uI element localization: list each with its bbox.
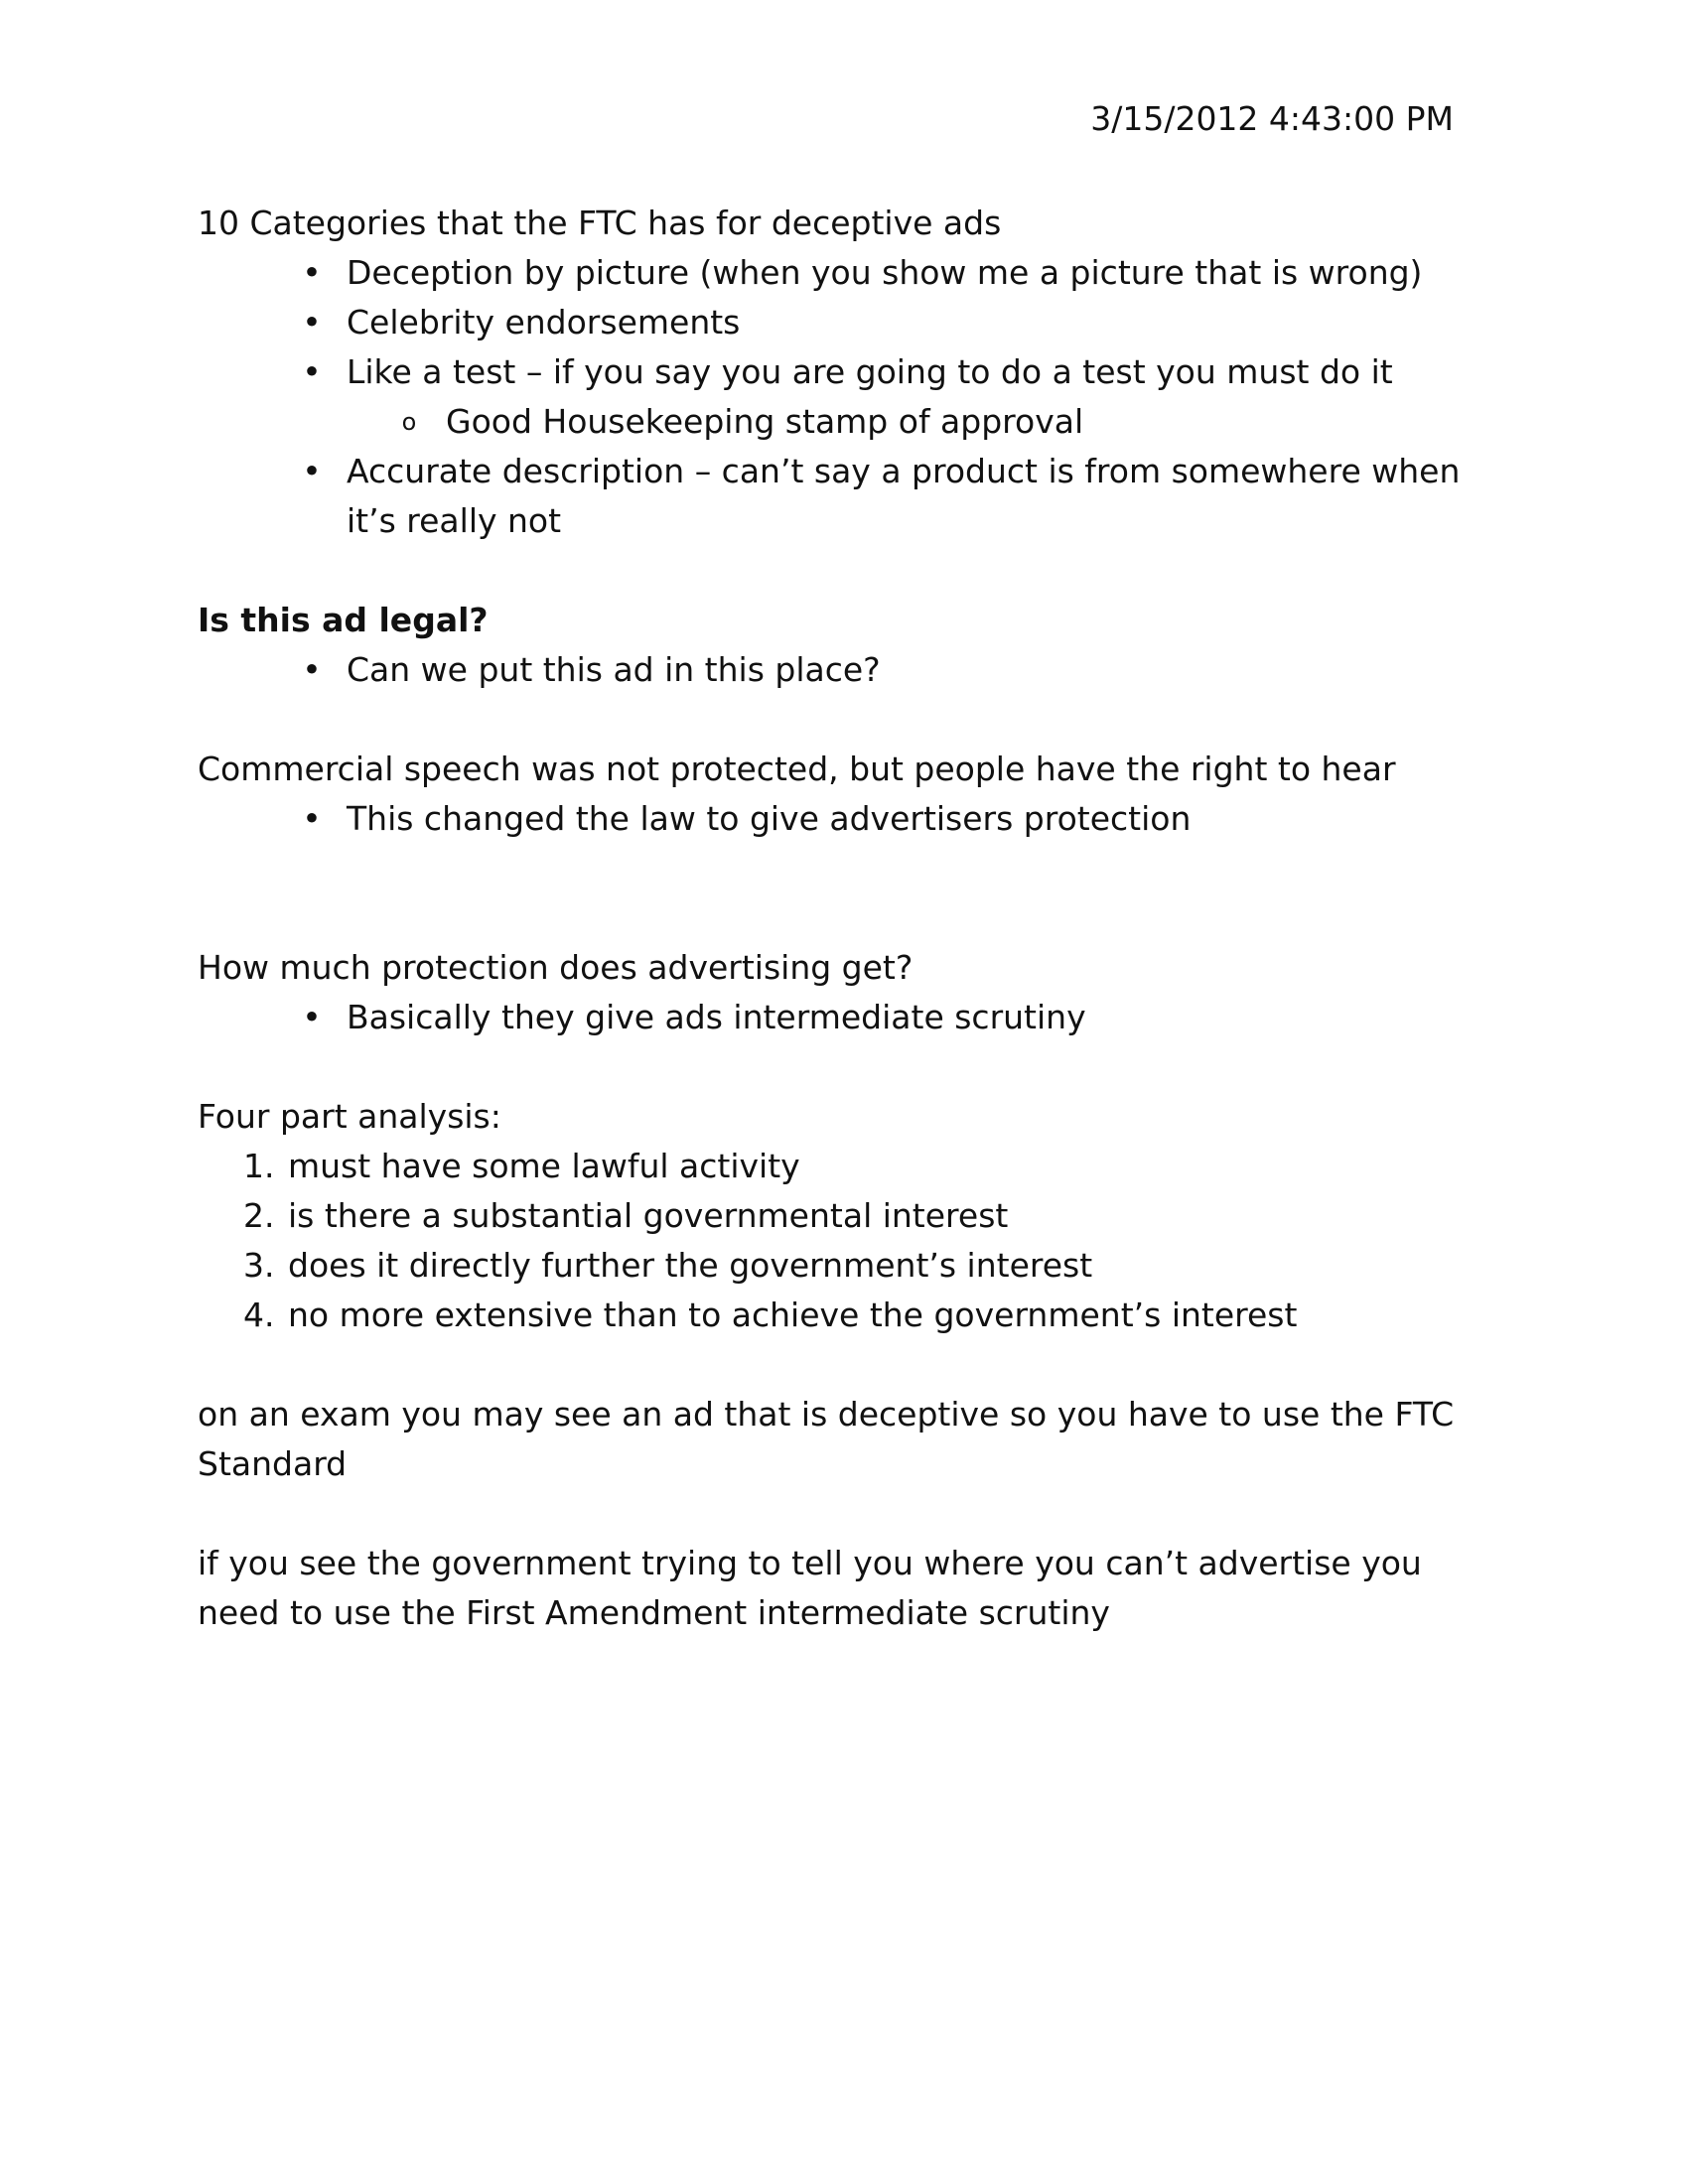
protection-list [198,993,1498,1042]
bullet-icon: • [302,303,322,341]
sub-list [347,397,1498,447]
commercial-list [198,794,1498,844]
commercial-heading: Commercial speech was not protected, but people have the right to hear [198,750,1396,788]
list-item [302,347,1498,447]
list-item [243,1241,1498,1291]
list-item [302,645,1498,695]
list-item-text: Accurate description – can’t say a product is from somewhere when it’s really not [347,452,1461,540]
categories-heading: 10 Categories that the FTC has for deceptive ads [198,204,1002,242]
list-item-text: Basically they give ads intermediate scrutiny [347,998,1086,1036]
list-number: 4. [243,1296,275,1334]
list-item [302,794,1498,844]
list-item [302,298,1498,347]
categories-list [198,248,1498,546]
bullet-icon: • [302,452,322,490]
list-number: 1. [243,1147,275,1185]
sub-list-item-text: Good Housekeeping stamp of approval [446,402,1084,441]
list-item-text: must have some lawful activity [288,1147,800,1185]
list-item [243,1142,1498,1191]
list-item-text: does it directly further the government’s interest [288,1246,1093,1285]
list-item [243,1291,1498,1340]
legal-list [198,645,1498,695]
list-number: 3. [243,1246,275,1285]
list-item [243,1191,1498,1241]
bullet-icon: • [302,799,322,838]
bullet-icon: • [302,352,322,391]
bullet-icon: • [302,998,322,1036]
bullet-icon: • [302,253,322,292]
list-item-text: This changed the law to give advertisers protection [347,799,1192,838]
bullet-icon: • [302,650,322,689]
analysis-list [198,1142,1498,1340]
document-body [198,199,1498,1638]
list-item-text: is there a substantial governmental interest [288,1196,1009,1235]
list-item-text: Celebrity endorsements [347,303,741,341]
analysis-heading: Four part analysis: [198,1097,501,1136]
timestamp: 3/15/2012 4:43:00 PM [1090,99,1454,138]
protection-heading: How much protection does advertising get? [198,948,914,987]
first-amendment-note: if you see the government trying to tell you where you can’t advertise you need to use the First Amendment intermediate scrutiny [198,1544,1422,1632]
list-item [302,248,1498,298]
list-item-text: Like a test – if you say you are going to do a test you must do it [347,352,1393,391]
list-number: 2. [243,1196,275,1235]
sub-list-item [401,397,1498,447]
list-item-text: Deception by picture (when you show me a picture that is wrong) [347,253,1423,292]
list-item-text: no more extensive than to achieve the government’s interest [288,1296,1298,1334]
exam-note: on an exam you may see an ad that is deceptive so you have to use the FTC Standard [198,1395,1455,1483]
list-item [302,447,1498,546]
list-item [302,993,1498,1042]
list-item-text: Can we put this ad in this place? [347,650,881,689]
legal-heading: Is this ad legal? [198,601,489,639]
circle-bullet-icon: o [401,408,417,436]
